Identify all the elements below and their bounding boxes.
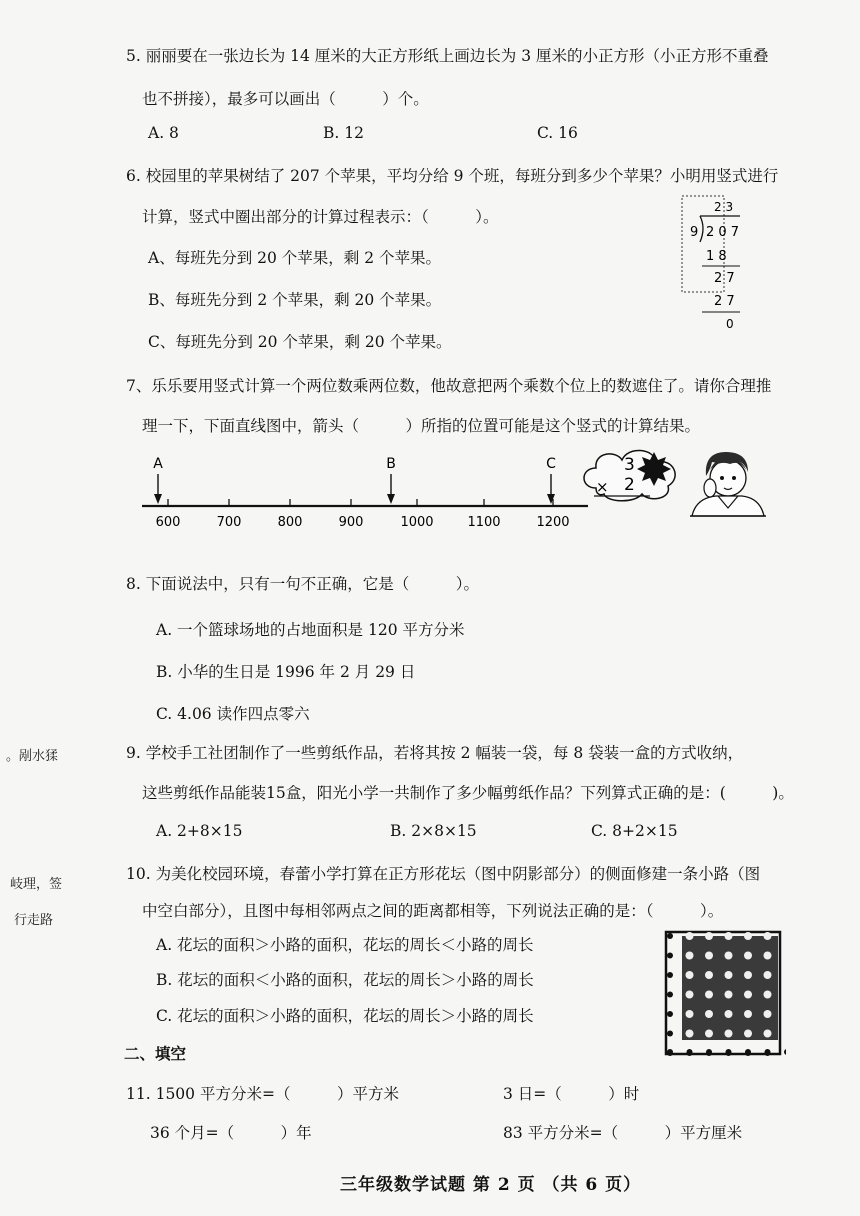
number-line-tick-label: 1200 [536,515,570,530]
grid-dot [667,992,673,998]
q9-line2: 这些剪纸作品能装15盒，阳光小学一共制作了多少幅剪纸作品？下列算式正确的是：( )。 [142,784,794,802]
thinking-boy-illustration [686,446,768,518]
q6-option-b[interactable]: B、每班先分到 2 个苹果，剩 20 个苹果。 [148,291,442,309]
grid-dot [744,932,752,940]
cloud-operator: × [596,478,609,496]
grid-dot [705,1010,713,1018]
q5-line2: 也不拼接），最多可以画出（ ）个。 [142,90,429,108]
grid-dot [725,971,733,979]
section-title-fill-in: 二、填空 [124,1044,187,1063]
q9-option-b[interactable]: B. 2×8×15 [390,822,477,840]
q11-part-a: 11. 1500 平方分米=（ ）平方米 [126,1085,399,1103]
grid-dot [764,1030,772,1038]
q5-option-b[interactable]: B. 12 [323,124,364,142]
q7-line1: 7、乐乐要用竖式计算一个两位数乘两位数，他故意把两个乘数个位上的数遮住了。请你合理推 [126,377,772,395]
q11-part-b: 3 日=（ ）时 [503,1085,640,1103]
flowerbed-dot-grid [662,928,786,1060]
thought-cloud [576,444,688,506]
q5-line1: 5. 丽丽要在一张边长为 14 厘米的大正方形纸上画边长为 3 厘米的小正方形（小正方形不重叠 [126,47,769,65]
cloud-factor-top: 3 [624,455,635,475]
number-line-tick-label: 1000 [400,515,434,530]
margin-note-1: 。剐水猱 [6,749,59,764]
grid-dot [744,991,752,999]
q10-line2: 中空白部分），且图中每相邻两点之间的距离都相等，下列说法正确的是：（ ）。 [142,902,724,920]
division-remainder: 0 [726,317,734,331]
grid-dot [686,1010,694,1018]
q8-option-b[interactable]: B. 小华的生日是 1996 年 2 月 29 日 [156,663,416,681]
flowerbed-shaded-area [682,936,778,1040]
grid-dot [686,971,694,979]
grid-dot [686,1030,694,1038]
q7-line2: 理一下，下面直线图中，箭头（ ）所指的位置可能是这个竖式的计算结果。 [142,417,701,435]
grid-dot [687,1049,693,1055]
q9-option-a[interactable]: A. 2+8×15 [156,822,243,840]
division-step3: 2 7 [714,294,735,309]
margin-note-2: 岐理，签 [10,877,63,892]
q6-line2: 计算，竖式中圈出部分的计算过程表示：（ ）。 [142,208,499,226]
grid-dot [784,1049,786,1055]
grid-dot [764,1010,772,1018]
grid-dot [667,933,673,939]
grid-dot [705,971,713,979]
grid-dot [686,932,694,940]
grid-dot [765,1049,771,1055]
q10-line1: 10. 为美化校园环境，春蕾小学打算在正方形花坛（图中阴影部分）的侧面修建一条小路（图 [126,865,761,883]
number-line [130,446,600,536]
arrow-c-head [547,494,555,504]
grid-dot [764,991,772,999]
number-line-tick-label: 800 [277,515,303,530]
grid-dot [705,1030,713,1038]
q6-option-c[interactable]: C、每班先分到 20 个苹果，剩 20 个苹果。 [148,333,452,351]
grid-dot [705,952,713,960]
number-line-tick-label: 1100 [467,515,501,530]
arrow-label-a: A [153,456,163,472]
grid-dot [667,1011,673,1017]
page-footer: 三年级数学试题 第 2 页 （共 6 页） [340,1175,642,1195]
grid-dot [764,952,772,960]
grid-dot [725,1030,733,1038]
division-dividend: 2 0 7 [706,225,740,240]
grid-dot [745,1049,751,1055]
grid-dot [744,1030,752,1038]
arrow-label-c: C [546,456,556,472]
q9-line1: 9. 学校手工社团制作了一些剪纸作品，若将其按 2 幅装一袋，每 8 袋装一盒的方式收纳， [126,744,744,762]
ink-blot-icon [637,452,671,486]
division-divisor: 9 [690,225,699,240]
division-step1: 1 8 [706,249,727,264]
grid-dot [667,1031,673,1037]
q10-option-b[interactable]: B. 花坛的面积＜小路的面积，花坛的周长＞小路的周长 [156,971,534,989]
grid-dot [725,932,733,940]
grid-dot [725,991,733,999]
grid-dot [705,932,713,940]
grid-dot [725,1010,733,1018]
q5-option-a[interactable]: A. 8 [148,124,179,142]
q5-option-c[interactable]: C. 16 [537,124,578,142]
long-division-figure [676,192,756,334]
grid-dot [726,1049,732,1055]
grid-dot [764,932,772,940]
arrow-b-head [387,494,395,504]
q11-part-d: 83 平方分米=（ ）平方厘米 [503,1124,743,1142]
q9-option-c[interactable]: C. 8+2×15 [591,822,678,840]
number-line-tick-label: 600 [155,515,181,530]
grid-dot [725,952,733,960]
q6-line1: 6. 校园里的苹果树结了 207 个苹果，平均分给 9 个班，每班分到多少个苹果？小明用竖式进行 [126,167,779,185]
grid-dot [667,953,673,959]
grid-dot [744,952,752,960]
q11-part-c: 36 个月=（ ）年 [150,1124,312,1142]
grid-dot [744,971,752,979]
grid-dot [705,991,713,999]
q10-option-a[interactable]: A. 花坛的面积＞小路的面积，花坛的周长＜小路的周长 [156,936,534,954]
grid-dot [764,971,772,979]
arrow-label-b: B [386,456,396,472]
q8-line1: 8. 下面说法中，只有一句不正确，它是（ ）。 [126,575,479,593]
q6-option-a[interactable]: A、每班先分到 20 个苹果，剩 2 个苹果。 [148,249,441,267]
q8-option-c[interactable]: C. 4.06 读作四点零六 [156,705,310,723]
grid-dot [686,952,694,960]
number-line-tick-label: 900 [338,515,364,530]
grid-dot [686,991,694,999]
grid-dot [706,1049,712,1055]
q10-option-c[interactable]: C. 花坛的面积＞小路的面积，花坛的周长＞小路的周长 [156,1007,534,1025]
division-step2: 2 7 [714,271,735,286]
grid-dot [667,1049,673,1055]
margin-note-3: 行走路 [14,913,54,928]
division-quotient: 2 3 [714,200,734,214]
q8-option-a[interactable]: A. 一个篮球场地的占地面积是 120 平方分米 [156,621,465,639]
cloud-factor-bottom: 2 [624,475,635,495]
arrow-a-head [154,494,162,504]
grid-dot [667,972,673,978]
grid-dot [744,1010,752,1018]
number-line-tick-label: 700 [216,515,242,530]
